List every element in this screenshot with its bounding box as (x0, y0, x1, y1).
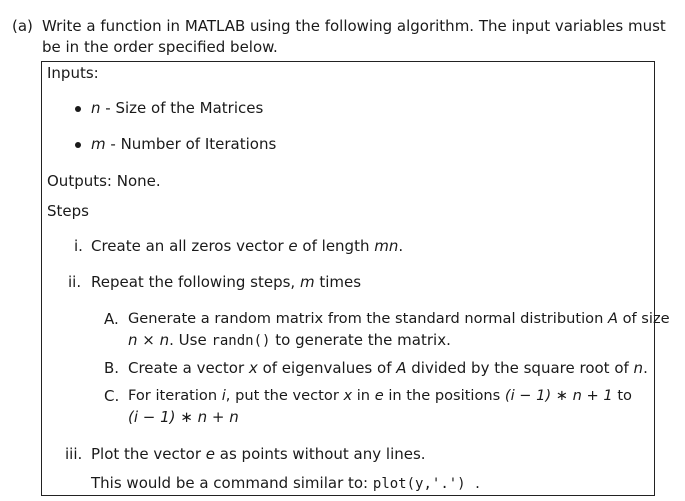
step-iii-pre: Plot the vector (91, 445, 206, 463)
step-ii-text (91, 272, 361, 292)
step-iii-text (91, 444, 426, 464)
step-i-var-e: e (288, 237, 298, 255)
substep-c-line1 (128, 386, 632, 406)
substep-b-var-A: A (396, 359, 407, 377)
outputs-line: Outputs: None. (47, 172, 161, 190)
substep-b-text (128, 358, 648, 378)
step-iii-post: as points without any lines. (215, 445, 426, 463)
input-item-m (91, 134, 276, 154)
input-var-m: m (91, 135, 106, 153)
substep-c-letter: C. (104, 387, 120, 405)
substep-c-pre: For iteration (128, 387, 222, 404)
substep-a-size-expr: n × n (128, 331, 170, 349)
input-item-n (91, 98, 263, 118)
substep-c-post: to (612, 387, 632, 404)
substep-b-mid: of eigenvalues of (257, 359, 397, 377)
input-var-n: n (91, 99, 101, 117)
step-iii-number: iii. (65, 445, 83, 463)
substep-c-var-e: e (374, 387, 384, 404)
step-i-mid: of length (297, 237, 375, 255)
bullet-icon (75, 142, 81, 148)
step-iii-var-e: e (205, 445, 216, 463)
step-i-text (91, 236, 403, 256)
step-ii-post: times (314, 273, 362, 291)
substep-a-post: of size (617, 310, 670, 327)
question-text-line2: be in the order specified below. (42, 38, 278, 56)
substep-b-letter: B. (104, 359, 120, 377)
step-i-post: . (398, 237, 404, 255)
question-label: (a) (12, 17, 33, 35)
substep-b-pre: Create a vector (128, 359, 249, 377)
inputs-heading: Inputs: (47, 64, 99, 82)
substep-a-mid: . Use (169, 331, 212, 349)
input-desc-n: - Size of the Matrices (100, 99, 264, 117)
substep-c-var-i: i (221, 387, 226, 404)
substep-a-pre: Generate a random matrix from the standard normal distribution (128, 310, 608, 327)
step-iii-note-post: . (465, 474, 480, 492)
step-ii-number: ii. (68, 273, 82, 291)
substep-a-code-randn: randn() (211, 333, 271, 349)
substep-a-post2: to generate the matrix. (270, 331, 451, 349)
substep-a-line1 (128, 309, 670, 329)
substep-c-expr-start: (i − 1) ∗ n + 1 (504, 387, 613, 404)
substep-c-line2 (128, 407, 239, 427)
substep-b-var-x: x (248, 359, 258, 377)
substep-a-letter: A. (104, 310, 119, 328)
input-desc-m: - Number of Iterations (105, 135, 277, 153)
substep-c-var-x: x (343, 387, 353, 404)
bullet-icon (75, 106, 81, 112)
step-i-number: i. (74, 237, 83, 255)
steps-heading: Steps (47, 202, 89, 220)
substep-a-line2 (128, 330, 451, 351)
substep-c-mid2: in (352, 387, 375, 404)
step-i-pre: Create an all zeros vector (91, 237, 289, 255)
step-iii-note-pre: This would be a command similar to: (91, 474, 373, 492)
step-ii-var-m: m (299, 273, 315, 291)
step-iii-code-plot: plot(y,'.') (372, 476, 466, 492)
step-i-var-mn: mn (374, 237, 399, 255)
substep-c-expr-end: (i − 1) ∗ n + n (128, 408, 239, 426)
substep-b-post: . (643, 359, 648, 377)
substep-b-mid2: divided by the square root of (406, 359, 634, 377)
question-text-line1: Write a function in MATLAB using the following algorithm. The input variables must (42, 17, 666, 35)
substep-c-mid: , put the vector (225, 387, 344, 404)
substep-a-var-A: A (607, 310, 618, 327)
step-iii-note (91, 473, 480, 494)
step-ii-pre: Repeat the following steps, (91, 273, 300, 291)
substep-b-var-n: n (633, 359, 644, 377)
substep-c-mid3: in the positions (383, 387, 505, 404)
